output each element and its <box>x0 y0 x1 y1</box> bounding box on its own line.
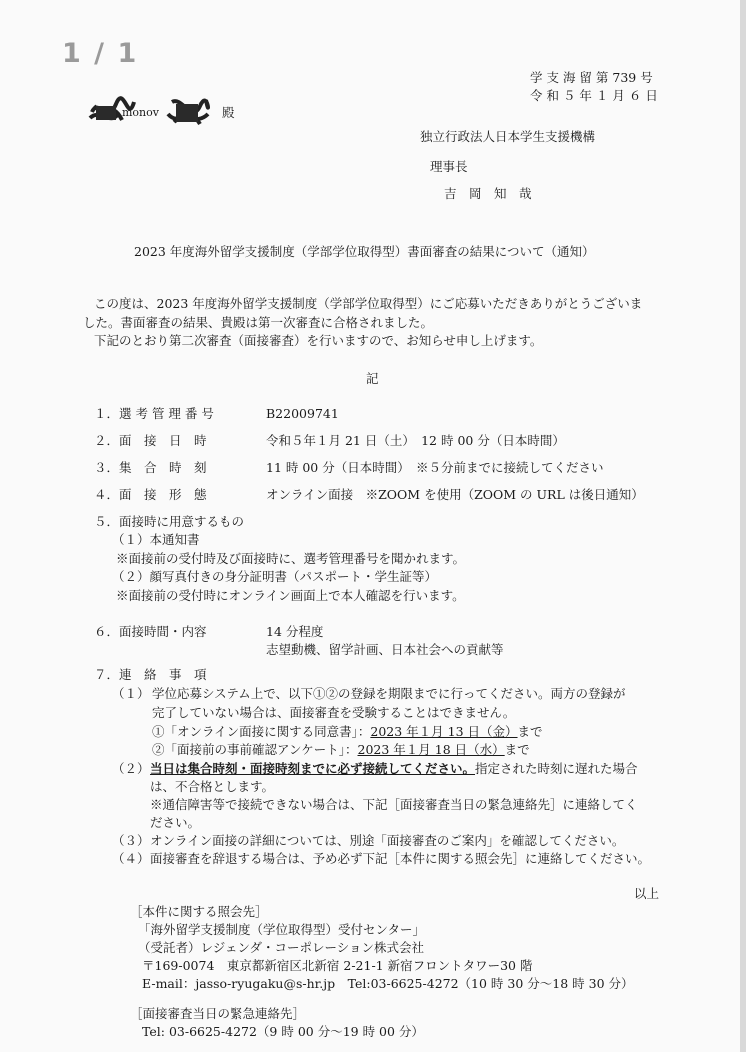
contact-heading: ［本件に関する照会先］ <box>130 904 268 919</box>
note-1-number: （１） <box>112 686 150 701</box>
page-indicator: 1 / 1 <box>62 38 139 69</box>
item-5-label: ５．面接時に用意するもの <box>94 514 245 529</box>
emergency-heading: ［面接審査当日の緊急連絡先］ <box>130 1006 306 1021</box>
item-5-line: ※面接前の受付時にオンライン画面上で本人確認を行います。 <box>116 588 465 603</box>
issuer-org: 独立行政法人日本学生支援機構 <box>420 129 596 144</box>
note-1-line: 学位応募システム上で、以下①②の登録を期限までに行ってください。両方の登録が <box>152 686 626 701</box>
note-2-line <box>150 761 638 777</box>
ki-heading: 記 <box>366 371 379 386</box>
item-6-value-2: 志望動機、留学計画、日本社会への貢献等 <box>266 642 504 657</box>
issuer-name: 吉 岡 知 哉 <box>444 186 532 201</box>
note-2-emphasis: 当日は集合時刻・面接時刻までに必ず接続してください。 <box>150 761 476 776</box>
intro-line-3: 下記のとおり第二次審査（面接審査）を行いますので、お知らせ申し上げます。 <box>94 333 543 348</box>
item-6-value: 14 分程度 <box>266 624 324 639</box>
closing-mark: 以上 <box>634 886 660 901</box>
addressee-name: monov <box>122 106 159 119</box>
item-5-line: （１）本通知書 <box>112 532 200 547</box>
note-3-line: オンライン面接の詳細については、別途「面接審査のご案内」を確認してください。 <box>150 833 625 848</box>
item-1-value: B22009741 <box>266 406 339 421</box>
emergency-tel: Tel: 03-6625-4272（9 時 00 分～19 時 00 分） <box>142 1024 424 1039</box>
item-1-label: １．選 考 管 理 番 号 <box>94 406 214 421</box>
note-2-line: ださい。 <box>150 815 201 830</box>
issuer-position: 理事長 <box>430 159 468 174</box>
item-5-line: ※面接前の受付時及び面接時に、選考管理番号を聞かれます。 <box>116 551 466 566</box>
honorific: 殿 <box>222 105 235 120</box>
note-4-number: （４） <box>112 851 150 866</box>
note-1-deadline-b <box>152 742 530 758</box>
item-6-label: ６．面接時間・内容 <box>94 624 207 639</box>
note-2-number: （２） <box>112 761 150 776</box>
document-title: 2023 年度海外留学支援制度（学部学位取得型）書面審査の結果について（通知） <box>134 244 595 259</box>
intro-line-1: この度は、2023 年度海外留学支援制度（学部学位取得型）にご応募いただきありがとうございま <box>94 296 643 311</box>
item-3-value: 11 時 00 分（日本時間） ※５分前までに接続してください <box>266 460 604 475</box>
contact-line: 「海外留学支援制度（学位取得型）受付センター」 <box>138 922 426 937</box>
note-1-line: 完了していない場合は、面接審査を受験することはできません。 <box>152 705 516 720</box>
document-date: 令 和 ５ 年 １ 月 ６ 日 <box>530 88 658 103</box>
note-2-line: ※通信障害等で接続できない場合は、下記［面接審査当日の緊急連絡先］に連絡してく <box>150 797 638 812</box>
item-4-value: オンライン面接 ※ZOOM を使用（ZOOM の URL は後日通知） <box>266 487 644 502</box>
item-3-label: ３．集 合 時 刻 <box>94 460 207 475</box>
deadline-a-date: 2023 年１月 13 日（金） <box>370 724 518 739</box>
item-4-label: ４．面 接 形 態 <box>94 487 207 502</box>
document-number: 学 支 海 留 第 739 号 <box>530 70 653 85</box>
deadline-b-date: 2023 年１月 18 日（水） <box>357 742 505 757</box>
deadline-b-label: ②「面接前の事前確認アンケート」： <box>152 742 358 757</box>
page-edge <box>740 0 746 1052</box>
deadline-a-suffix: まで <box>517 724 543 739</box>
note-1-deadline-a <box>152 724 543 740</box>
contact-email-tel: E-mail：jasso-ryugaku@s-hr.jp Tel:03-6625-4272（10 時 30 分～18 時 30 分） <box>142 976 634 991</box>
item-5-line: （２）顔写真付きの身分証明書（パスポート・学生証等） <box>112 569 438 584</box>
intro-line-2: した。書面審査の結果、貴殿は第一次審査に合格されました。 <box>83 315 434 330</box>
item-2-label: ２．面 接 日 時 <box>94 433 207 448</box>
note-4-line: 面接審査を辞退する場合は、予め必ず下記［本件に関する照会先］に連絡してください。 <box>150 851 651 866</box>
contact-address: 〒169-0074 東京都新宿区北新宿 2-21-1 新宿フロントタワー30 階 <box>142 958 533 973</box>
note-3-number: （３） <box>112 833 150 848</box>
deadline-a-label: ①「オンライン面接に関する同意書」： <box>152 724 371 739</box>
item-2-value: 令和５年１月 21 日（土） 12 時 00 分（日本時間） <box>266 433 565 448</box>
note-2-line: は、不合格とします。 <box>150 779 275 794</box>
note-2-rest: 指定された時刻に遅れた場合 <box>475 761 638 776</box>
contact-line: （受託者）レジェンダ・コーポレーション株式会社 <box>138 940 424 955</box>
deadline-b-suffix: まで <box>504 742 530 757</box>
item-7-label: ７．連 絡 事 項 <box>94 667 207 682</box>
